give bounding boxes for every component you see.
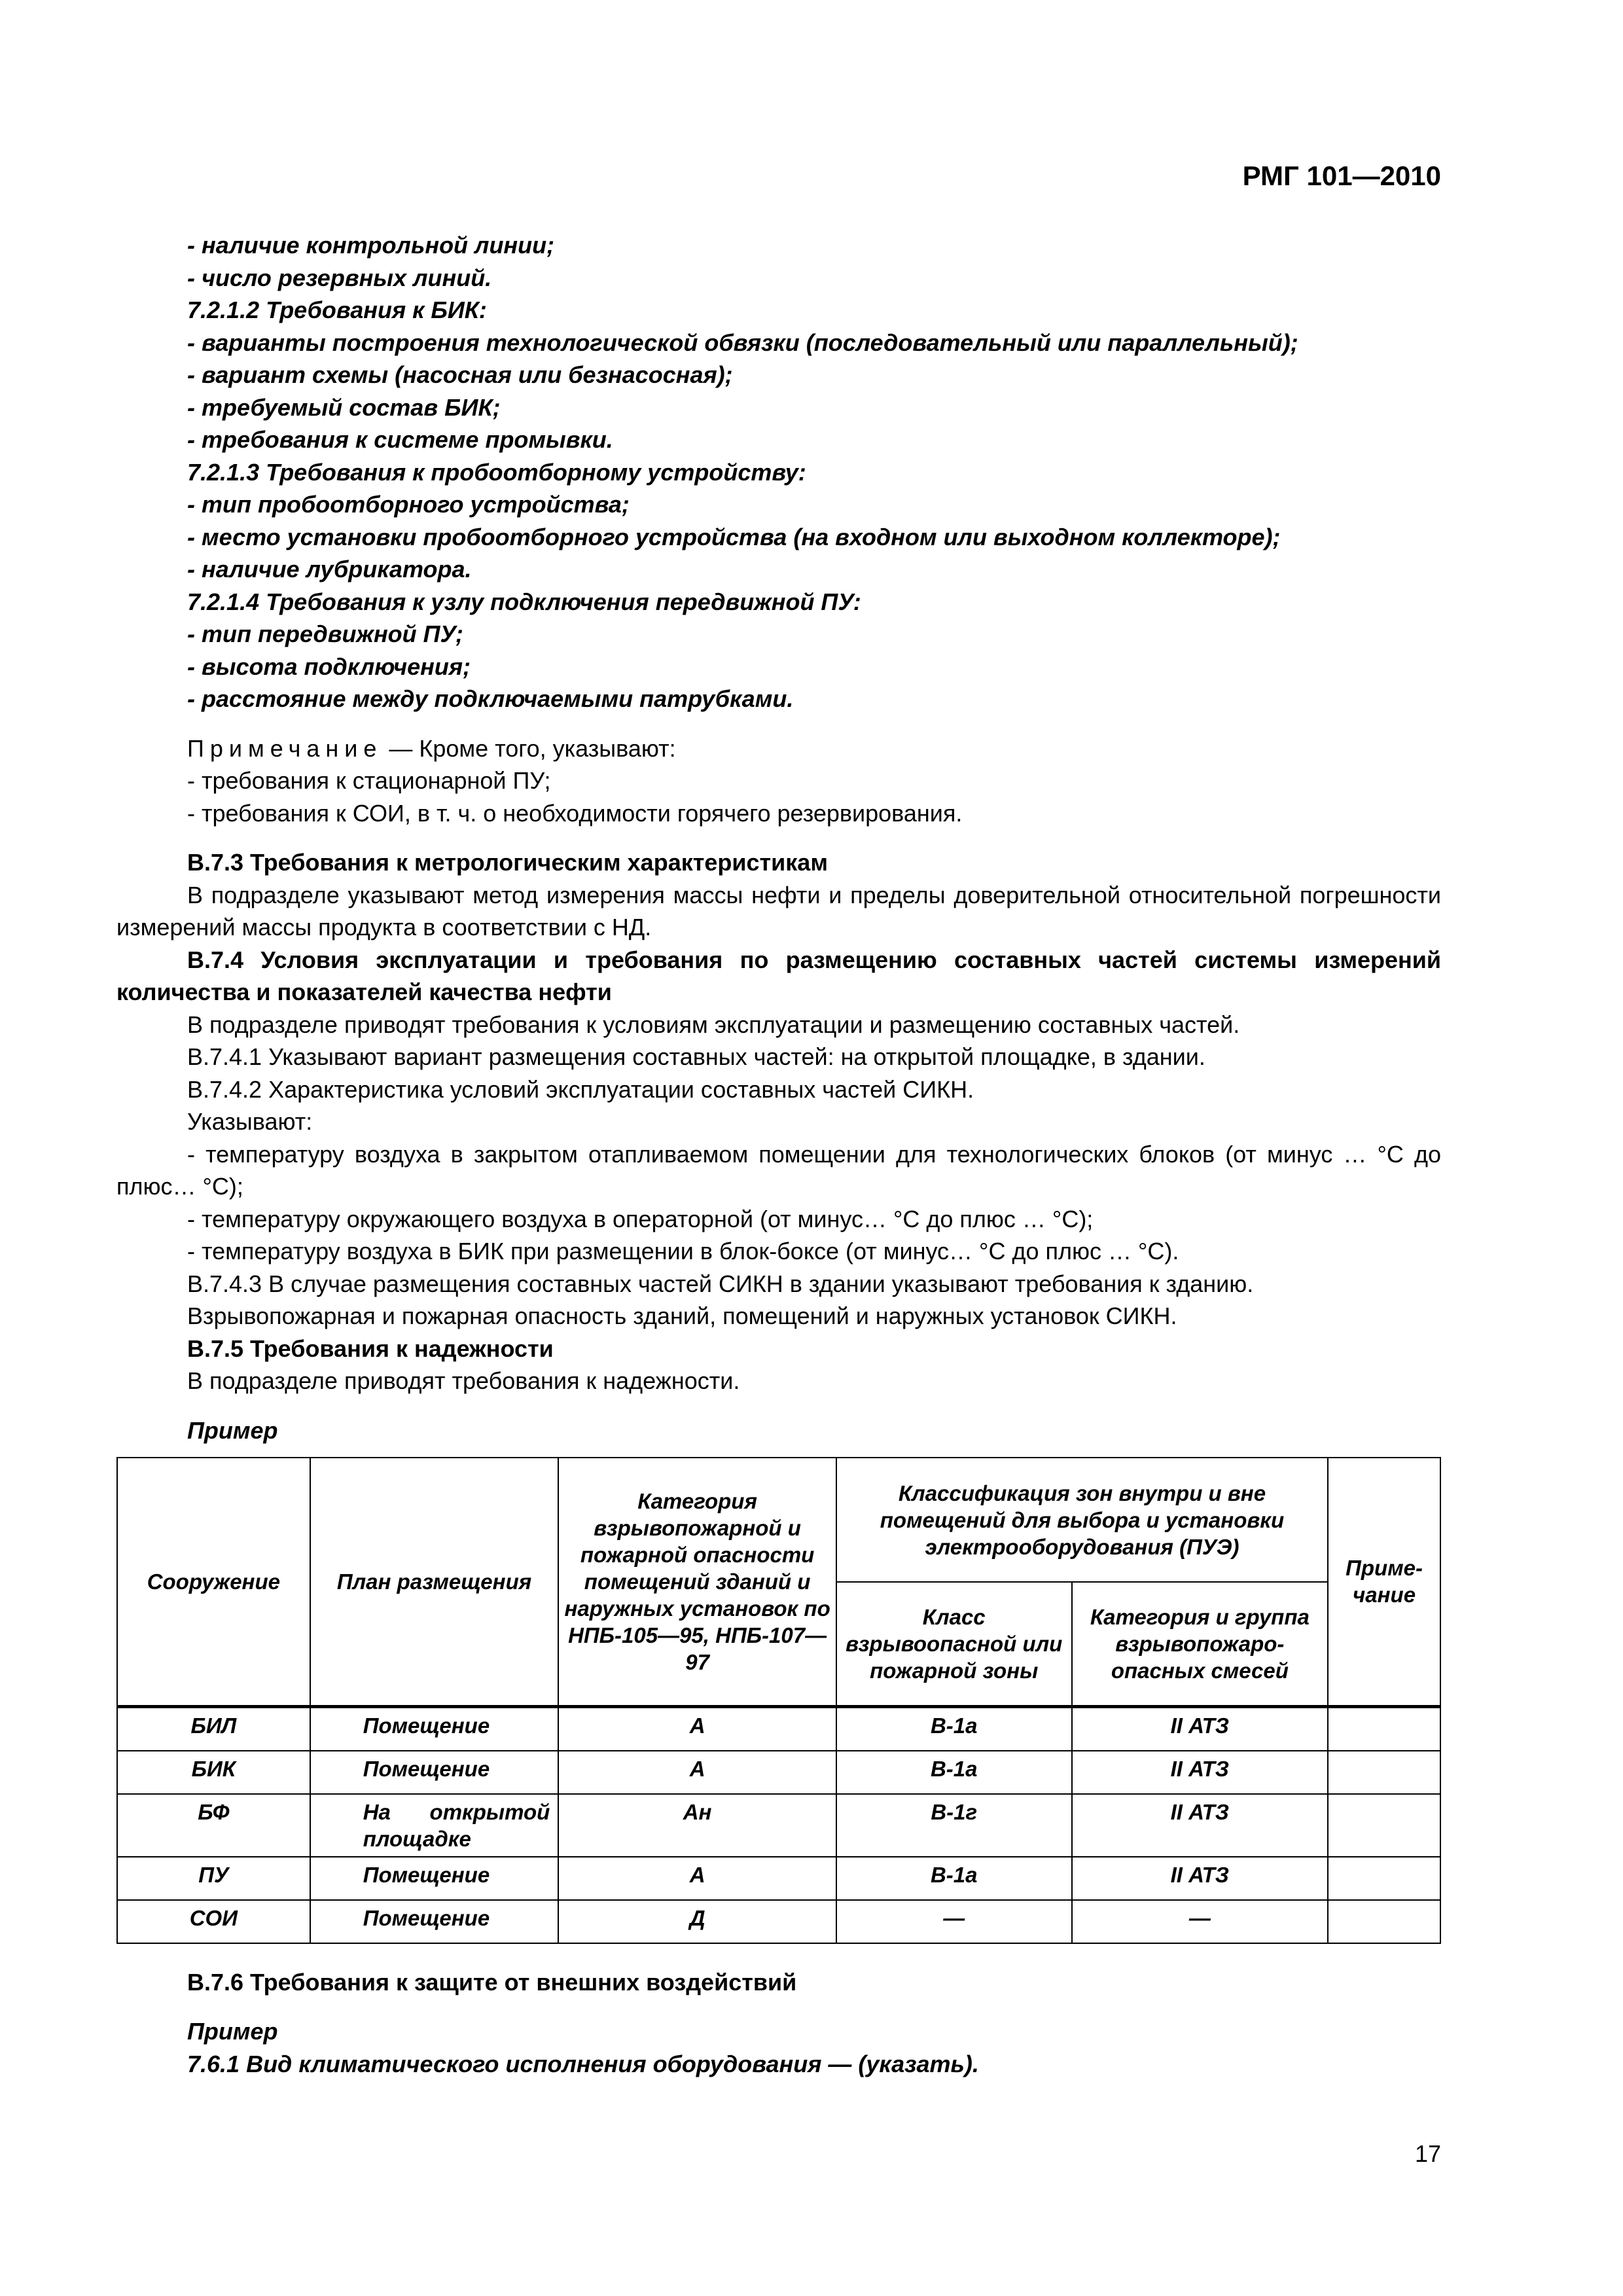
list-item: - варианты построения технологической обвязки (последовательный или параллельный); [187, 329, 1298, 356]
table-row [117, 1706, 1440, 1751]
table-row [117, 1794, 1440, 1857]
paragraph: В.7.4.1 Указывают вариант размещения составных частей: на открытой площадке, в здании. [187, 1043, 1205, 1070]
paragraph: В подразделе приводят требования к надежности. [187, 1367, 740, 1394]
note-item: - требования к стационарной ПУ; [187, 767, 551, 794]
paragraph: В подразделе приводят требования к условиям эксплуатации и размещению составных частей. [187, 1011, 1240, 1038]
cell-layout: Помещение [310, 1857, 559, 1900]
paragraph: Взрывопожарная и пожарная опасность зданий, помещений и наружных установок СИКН. [187, 1302, 1177, 1329]
list-item: - тип пробоотборного устройства; [187, 491, 630, 518]
section-heading-b74: В.7.4 Условия эксплуатации и требования по размещению составных частей системы измерений количества и показателей качества нефти [116, 946, 1441, 1005]
document-code: РМГ 101—2010 [1242, 160, 1441, 191]
cell-category: Д [558, 1900, 836, 1943]
list-item: - расстояние между подключаемыми патрубками. [187, 685, 794, 712]
cell-category: А [558, 1857, 836, 1900]
paragraph: В.7.4.3 В случае размещения составных частей СИКН в здании указывают требования к зданию. [187, 1270, 1254, 1297]
cell-group: II АТЗ [1072, 1857, 1329, 1900]
hazard-table [116, 1457, 1441, 1944]
cell-zone: В-1г [836, 1794, 1072, 1857]
header-category: Категория взрывопожарной и пожарной опасности помещений зданий и наружных установок по НПБ-105—95, НПБ-107—97 [558, 1458, 836, 1706]
list-item: - температуру окружающего воздуха в операторной (от минус… °С до плюс … °С); [187, 1205, 1094, 1232]
cell-note [1328, 1751, 1440, 1794]
section-heading-b75: В.7.5 Требования к надежности [187, 1335, 554, 1362]
list-item: - наличие контрольной линии; [187, 232, 555, 259]
table-row [117, 1857, 1440, 1900]
header-classification: Классификация зон внутри и вне помещений для выбора и установки электрооборудования (ПУЭ) [836, 1458, 1328, 1582]
page-number: 17 [1414, 2140, 1441, 2167]
note-label: Примечание [187, 734, 383, 762]
note [116, 732, 1441, 765]
cell-category: А [558, 1751, 836, 1794]
example-label: Пример [187, 2018, 278, 2045]
list-item: - место установки пробоотборного устройства (на входном или выходном коллекторе); [187, 523, 1281, 550]
cell-zone: В-1а [836, 1706, 1072, 1751]
cell-layout: Помещение [310, 1706, 559, 1751]
cell-facility: БИК [117, 1751, 310, 1794]
header-note: Приме-чание [1328, 1458, 1440, 1706]
table-row [117, 1900, 1440, 1943]
page-content [116, 229, 1441, 2080]
header-zone-class: Класс взрывоопасной или пожарной зоны [836, 1582, 1072, 1706]
example-label: Пример [187, 1416, 278, 1444]
cell-note [1328, 1857, 1440, 1900]
cell-note [1328, 1706, 1440, 1751]
cell-category: А [558, 1706, 836, 1751]
section-heading-b76: В.7.6 Требования к защите от внешних воздействий [187, 1968, 797, 1996]
header-facility: Сооружение [117, 1458, 310, 1706]
cell-zone: — [836, 1900, 1072, 1943]
cell-facility: ПУ [117, 1857, 310, 1900]
subsection-heading-7212: 7.2.1.2 Требования к БИК: [187, 296, 487, 323]
cell-category: Ан [558, 1794, 836, 1857]
paragraph: В.7.4.2 Характеристика условий эксплуатации составных частей СИКН. [187, 1075, 974, 1103]
subsection-heading-7214: 7.2.1.4 Требования к узлу подключения передвижной ПУ: [187, 588, 861, 615]
list-item: 7.6.1 Вид климатического исполнения оборудования — (указать). [187, 2050, 979, 2077]
cell-layout: Помещение [310, 1751, 559, 1794]
cell-zone: В-1а [836, 1857, 1072, 1900]
cell-layout: На открытой площадке [310, 1794, 559, 1857]
cell-group: II АТЗ [1072, 1794, 1329, 1857]
list-item: - температуру воздуха в закрытом отапливаемом помещении для технологических блоков (от минус … °С до плюс… °С); [116, 1140, 1441, 1200]
list-item: - требования к системе промывки. [187, 426, 613, 453]
cell-note [1328, 1900, 1440, 1943]
list-item: - температуру воздуха в БИК при размещении в блок-боксе (от минус… °С до плюс … °С). [187, 1238, 1179, 1265]
cell-facility: СОИ [117, 1900, 310, 1943]
cell-group: II АТЗ [1072, 1751, 1329, 1794]
list-item: - наличие лубрикатора. [187, 556, 472, 583]
list-item: - высота подключения; [187, 653, 471, 680]
cell-group: II АТЗ [1072, 1706, 1329, 1751]
cell-facility: БИЛ [117, 1706, 310, 1751]
cell-layout: Помещение [310, 1900, 559, 1943]
section-heading-b73: В.7.3 Требования к метрологическим характеристикам [187, 849, 828, 876]
list-item: - число резервных линий. [187, 264, 492, 291]
note-item: - требования к СОИ, в т. ч. о необходимости горячего резервирования. [187, 799, 963, 827]
paragraph: В подразделе указывают метод измерения массы нефти и пределы доверительной относительной погрешности измерений массы продукта в соответствии с НД. [116, 881, 1441, 941]
header-layout: План размещения [310, 1458, 559, 1706]
table-row [117, 1751, 1440, 1794]
list-item: - вариант схемы (насосная или безнасосная); [187, 361, 733, 388]
note-text: — Кроме того, указывают: [382, 734, 676, 762]
list-item: - требуемый состав БИК; [187, 393, 501, 421]
cell-group: — [1072, 1900, 1329, 1943]
cell-zone: В-1а [836, 1751, 1072, 1794]
paragraph: Указывают: [187, 1108, 313, 1135]
list-item: - тип передвижной ПУ; [187, 620, 464, 647]
subsection-heading-7213: 7.2.1.3 Требования к пробоотборному устройству: [187, 458, 806, 486]
header-mixture-group: Категория и группа взрывопожаро-опасных смесей [1072, 1582, 1329, 1706]
cell-facility: БФ [117, 1794, 310, 1857]
cell-note [1328, 1794, 1440, 1857]
